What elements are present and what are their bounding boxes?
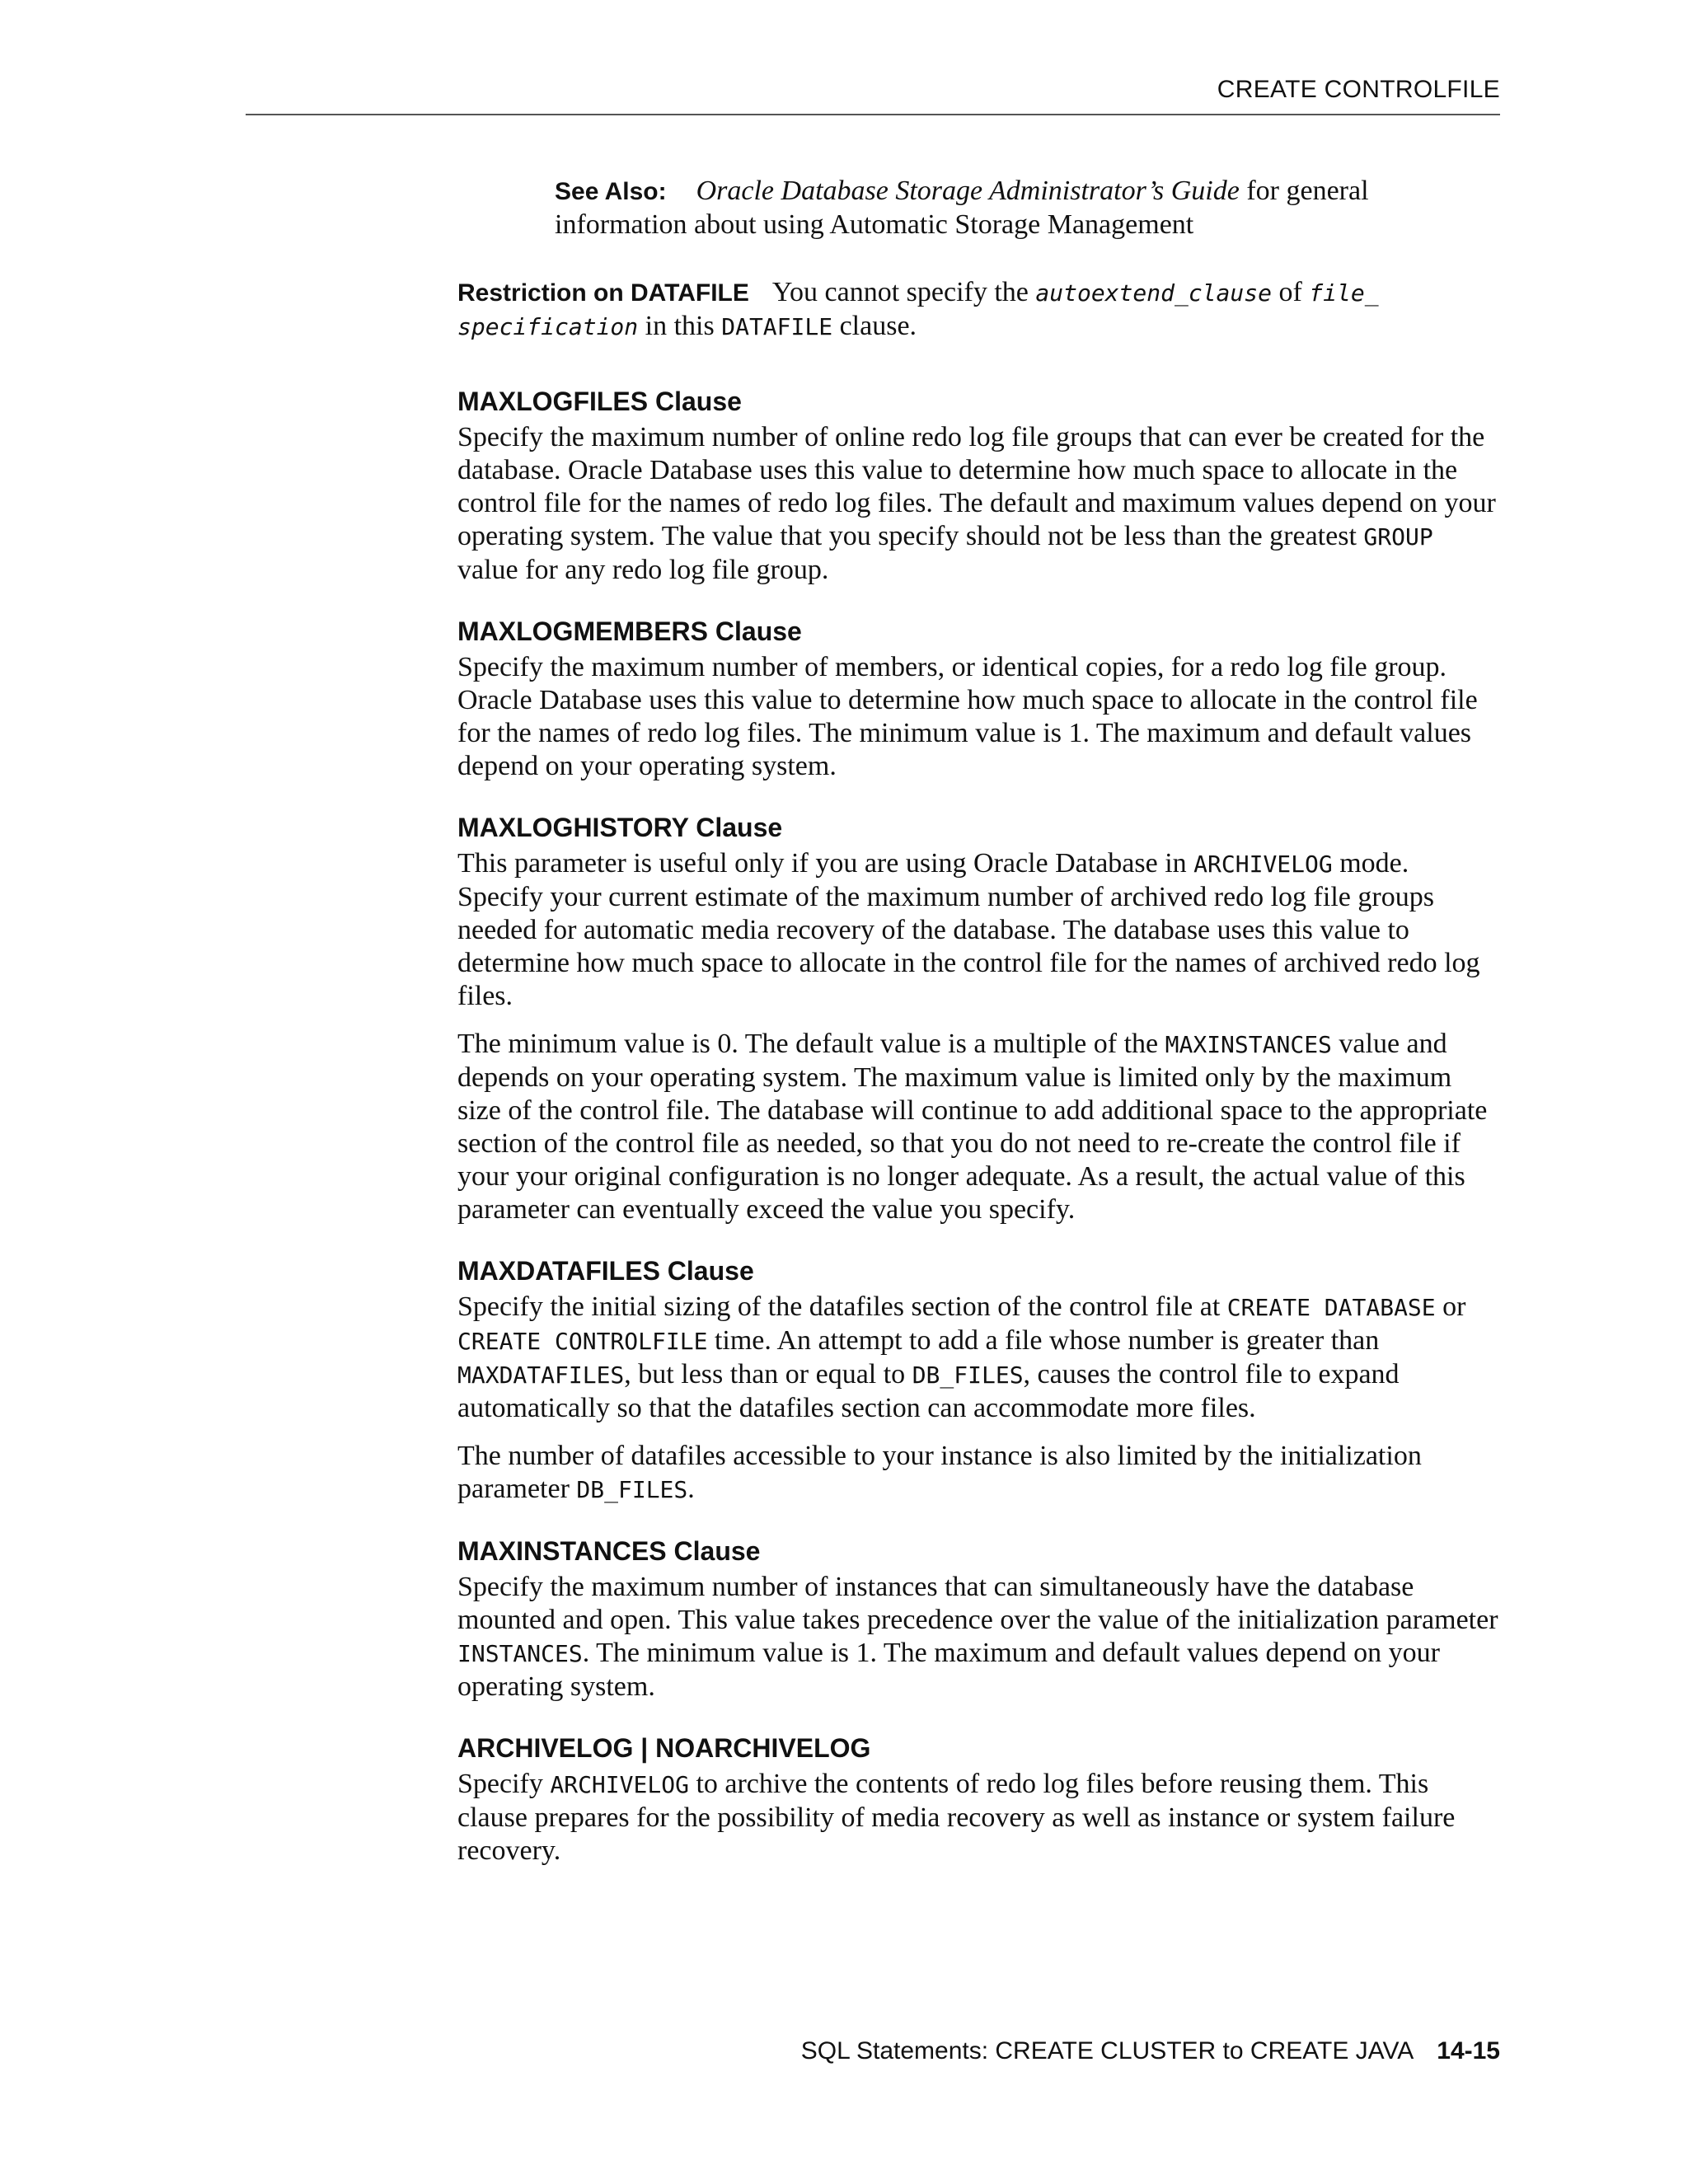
code-autoextend-clause: autoextend_clause [1035,279,1272,307]
code-db-files: DB_FILES [912,1361,1024,1389]
section-heading: MAXDATAFILES Clause [457,1256,754,1286]
section-maxdatafiles [457,1254,1500,1507]
restriction-label: Restriction on DATAFILE [457,279,749,307]
section-maxloghistory [457,811,1500,1226]
section-heading: MAXLOGFILES Clause [457,387,742,416]
paragraph-text: time. An attempt to add a file whose number is greater than [707,1325,1380,1356]
paragraph-text: , but less than or equal to [624,1359,912,1390]
section-maxinstances [457,1535,1500,1704]
see-also-book-title: Oracle Database Storage Administrator’s Guide [696,176,1240,206]
restriction-datafile [457,276,1500,344]
see-also-label: See Also: [555,178,667,205]
paragraph-text: Specify [457,1769,551,1799]
paragraph [457,1571,1500,1704]
paragraph: Specify the maximum number of members, or identical copies, for a redo log file group. Oracle Database uses this value to determine how much space to allocate in the control file for the names of redo log files. The minimum value is 1. The maximum and default values depend on your operating system. [457,652,1478,781]
section-heading: MAXINSTANCES Clause [457,1536,761,1566]
paragraph-text: mode. Specify your current estimate of the maximum number of archived redo log file groups needed for automatic media recovery of the database. The database uses this value to determine how much space to allocate in the control file for the names of archived redo log files. [457,848,1480,1011]
running-header: CREATE CONTROLFILE [1217,76,1500,103]
code-instances: INSTANCES [457,1640,583,1667]
code-archivelog: ARCHIVELOG [550,1771,689,1798]
code-maxinstances: MAXINSTANCES [1165,1031,1332,1058]
code-db-files: DB_FILES [576,1476,688,1503]
paragraph-text: or [1435,1291,1466,1322]
paragraph-text: , causes the control file to expand automatically so that the datafiles section can accommodate more files. [457,1359,1400,1423]
page-content [457,175,1500,1896]
paragraph [457,847,1500,1013]
section-heading: ARCHIVELOG | NOARCHIVELOG [457,1733,871,1763]
paragraph [457,421,1500,587]
see-also-text: for general information about using Automatic Storage Management [555,176,1369,240]
paragraph-text: This parameter is useful only if you are using Oracle Database in [457,848,1194,879]
section-maxlogmembers [457,615,1500,783]
paragraph-text: The number of datafiles accessible to your instance is also limited by the initialization parameter [457,1441,1422,1504]
restriction-text: of [1271,277,1310,307]
paragraph [457,1440,1500,1507]
paragraph-text: to archive the contents of redo log files before reusing them. This clause prepares for the possibility of media recovery as well as instance or system failure recovery. [457,1769,1456,1866]
paragraph-text: . The minimum value is 1. The maximum and default values depend on your operating system. [457,1638,1440,1702]
paragraph-text: . [687,1474,695,1504]
code-create-controlfile: CREATE CONTROLFILE [457,1328,708,1355]
paragraph-text: value and depends on your operating system. The maximum value is limited only by the maximum size of the control file. The database will continue to add additional space to the appropriate section of the control file as needed, so that you do not need to re-create the control file if your your original configuration is no longer adequate. As a result, the actual value of this parameter can eventually exceed the value you specify. [457,1029,1488,1225]
restriction-text: in this [638,311,722,341]
paragraph [457,1768,1500,1868]
code-file-specification: file_ specification [457,279,1379,340]
paragraph-text: Specify the maximum number of online redo log file groups that can ever be created for the database. Oracle Database uses this value to determine how much space to allocate in the control file for the names of redo log files. The default and maximum values depend on your operating system. The value that you specify should not be less than the greatest [457,422,1496,551]
footer-title: SQL Statements: CREATE CLUSTER to CREATE JAVA [800,2037,1414,2064]
code-create-database: CREATE DATABASE [1226,1294,1436,1321]
code-datafile: DATAFILE [721,313,833,340]
paragraph [457,1028,1500,1226]
code-archivelog: ARCHIVELOG [1193,851,1333,878]
paragraph [457,1291,1500,1425]
page-footer [801,2037,1500,2065]
page-number: 14-15 [1437,2037,1500,2064]
restriction-text: You cannot specify the [771,277,1036,307]
paragraph-text: Specify the initial sizing of the datafiles section of the control file at [457,1291,1227,1322]
section-archivelog [457,1732,1500,1868]
header-rule [246,114,1500,115]
restriction-text: clause. [832,311,917,341]
code-group: GROUP [1363,523,1433,551]
paragraph-text: Specify the maximum number of instances that can simultaneously have the database mounted and open. This value takes precedence over the value of the initialization parameter [457,1572,1498,1635]
section-maxlogfiles [457,385,1500,587]
code-maxdatafiles: MAXDATAFILES [457,1361,625,1389]
section-heading: MAXLOGMEMBERS Clause [457,616,802,646]
section-heading: MAXLOGHISTORY Clause [457,813,783,842]
paragraph-text: value for any redo log file group. [457,555,829,585]
see-also-note [555,175,1500,241]
paragraph-text: The minimum value is 0. The default value is a multiple of the [457,1029,1165,1059]
